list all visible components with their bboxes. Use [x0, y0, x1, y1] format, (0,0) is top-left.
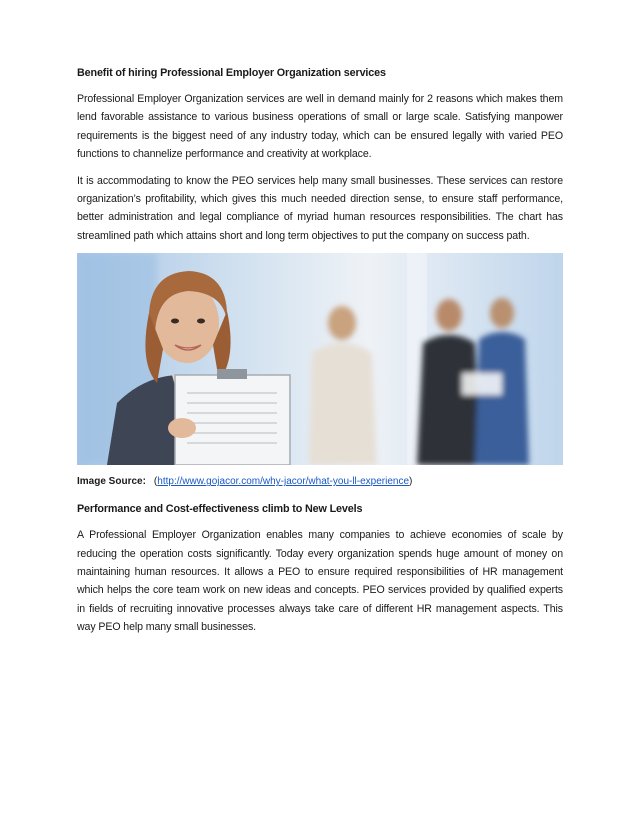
section-heading-performance: Performance and Cost-effectiveness climb to New Levels	[77, 503, 363, 516]
paragraph-peo-small-business: It is accommodating to know the PEO services help many small businesses. These services can restore organization’s profitability, which gives this much needed direction sense, to ensure staff performance, better administration and legal compliance of myriad human resources responsibilities. The chart has streamlined path which attains short and long term objectives to put the company on success path.	[77, 174, 563, 242]
business-woman-photo	[77, 253, 563, 465]
image-source-link[interactable]: http://www.gojacor.com/why-jacor/what-you-ll-experience	[157, 476, 410, 488]
paragraph-economies-of-scale: A Professional Employer Organization enables many companies to achieve economies of scale by reducing the operation costs significantly. Today every organization spends huge amount of money on maintaining human resources. It allows a PEO to ensure required responsibilities of HR management which helps the core team work on new ideas and concepts. PEO services provided by qualified experts in fields of recruiting innovative processes always take care of different HR management aspects. This way PEO help many small businesses.	[77, 529, 563, 634]
document-page	[77, 66, 563, 645]
image-source-line	[77, 475, 563, 489]
paragraph-peo-demand: Professional Employer Organization services are well in demand mainly for 2 reasons which makes them lend favorable assistance to various business operations of small or large scale. Satisfying manpower requirements is the biggest need of any industry today, which can be ensured legally with varied PEO functions to channelize performance and creativity at workplace.	[77, 93, 563, 161]
close-paren: )	[409, 476, 413, 488]
open-paren: (	[153, 476, 158, 488]
section-heading-benefits: Benefit of hiring Professional Employer Organization services	[77, 67, 386, 79]
image-source-label: Image Source:	[77, 476, 146, 488]
